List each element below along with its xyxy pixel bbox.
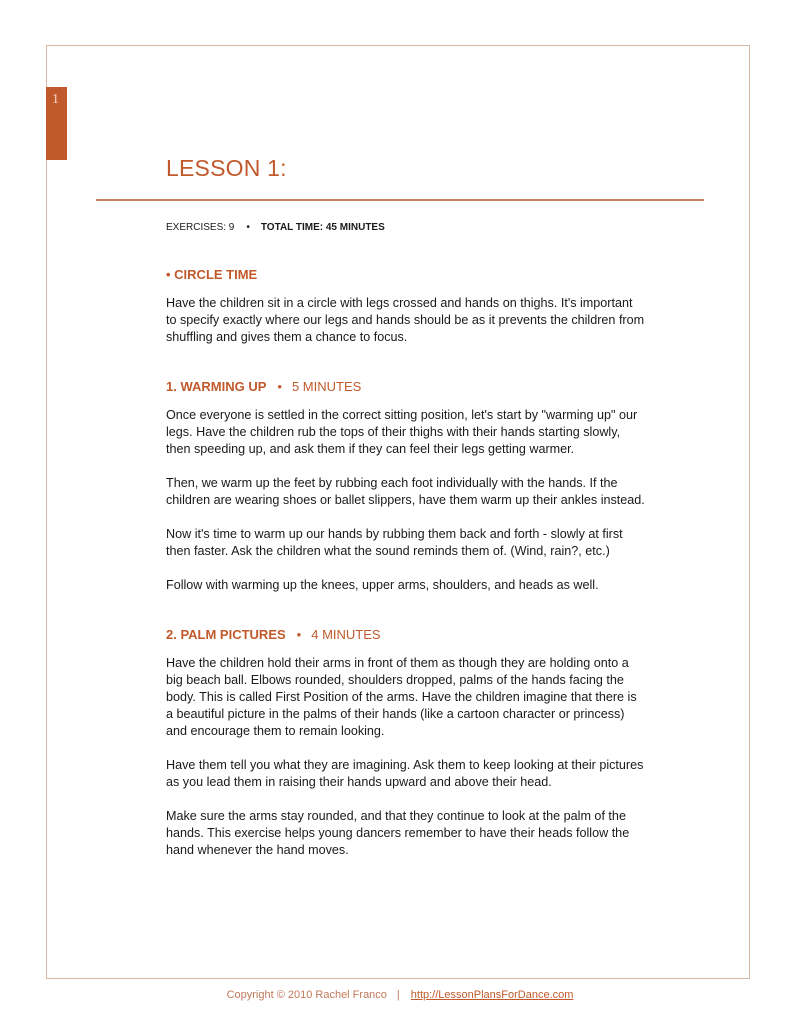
page-number-tab xyxy=(46,87,67,160)
section-heading xyxy=(166,627,646,642)
section-title: • CIRCLE TIME xyxy=(166,267,258,282)
paragraph: Then, we warm up the feet by rubbing each foot individually with the hands. If the children are wearing shoes or ballet slippers, have them warm up their ankles instead. xyxy=(166,476,645,507)
website-link[interactable]: http://LessonPlansForDance.com xyxy=(410,989,574,1001)
section-heading xyxy=(166,267,646,282)
copyright-text: Copyright © 2010 Rachel Franco xyxy=(226,989,387,1001)
lesson-meta xyxy=(166,222,385,233)
paragraph: Have the children sit in a circle with legs crossed and hands on thighs. It's important to specify exactly where our legs and hands should be as it prevents the children from shuffling and gives them a chance to focus. xyxy=(166,296,645,344)
lesson-title: LESSON 1: xyxy=(166,155,287,181)
paragraph: Make sure the arms stay rounded, and that they continue to look at the palm of the hands. This exercise helps young dancers remember to have their heads follow the hand whenever the hand moves. xyxy=(166,809,630,857)
paragraph: Now it's time to warm up our hands by rubbing them back and forth - slowly at first then faster. Ask the children what the sound reminds them of. (Wind, rain?, etc.) xyxy=(166,527,623,558)
paragraph: Have them tell you what they are imagining. Ask them to keep looking at their pictures as you lead them in raising their hands upward and above their head. xyxy=(166,758,644,789)
section-heading xyxy=(166,379,646,394)
lesson-content xyxy=(166,267,646,876)
section-title: 2. PALM PICTURES xyxy=(166,627,286,642)
footer-divider: | xyxy=(396,989,400,1001)
title-divider xyxy=(96,199,704,201)
heading-separator: • xyxy=(296,627,302,642)
heading-separator: • xyxy=(277,379,282,394)
section-duration: 5 MINUTES xyxy=(291,379,362,394)
paragraph: Follow with warming up the knees, upper arms, shoulders, and heads as well. xyxy=(166,578,599,592)
paragraph: Once everyone is settled in the correct sitting position, let's start by "warming up" our legs. Have the children rub the tops of their thighs with their hands starting slowly, then speeding up, and ask them if they can feel their legs getting warmer. xyxy=(166,408,638,456)
exercise-count: EXERCISES: 9 xyxy=(166,222,235,233)
section-palm-pictures xyxy=(166,627,646,859)
section-duration: 4 MINUTES xyxy=(311,627,381,642)
page-footer xyxy=(0,989,800,1001)
total-time: TOTAL TIME: 45 MINUTES xyxy=(260,222,385,233)
paragraph: Have the children hold their arms in front of them as though they are holding onto a big beach ball. Elbows rounded, shoulders dropped, palms of the hands facing the body. This is called First Position of the arms. Have the children imagine that there is a beautiful picture in the palms of their hands (like a cartoon character or princess) and encourage them to remain looking. xyxy=(166,656,637,738)
section-circle-time xyxy=(166,267,646,346)
section-warming-up xyxy=(166,379,646,594)
meta-separator: • xyxy=(246,222,250,233)
section-title: 1. WARMING UP xyxy=(166,379,267,394)
page-number: 1 xyxy=(52,92,59,107)
